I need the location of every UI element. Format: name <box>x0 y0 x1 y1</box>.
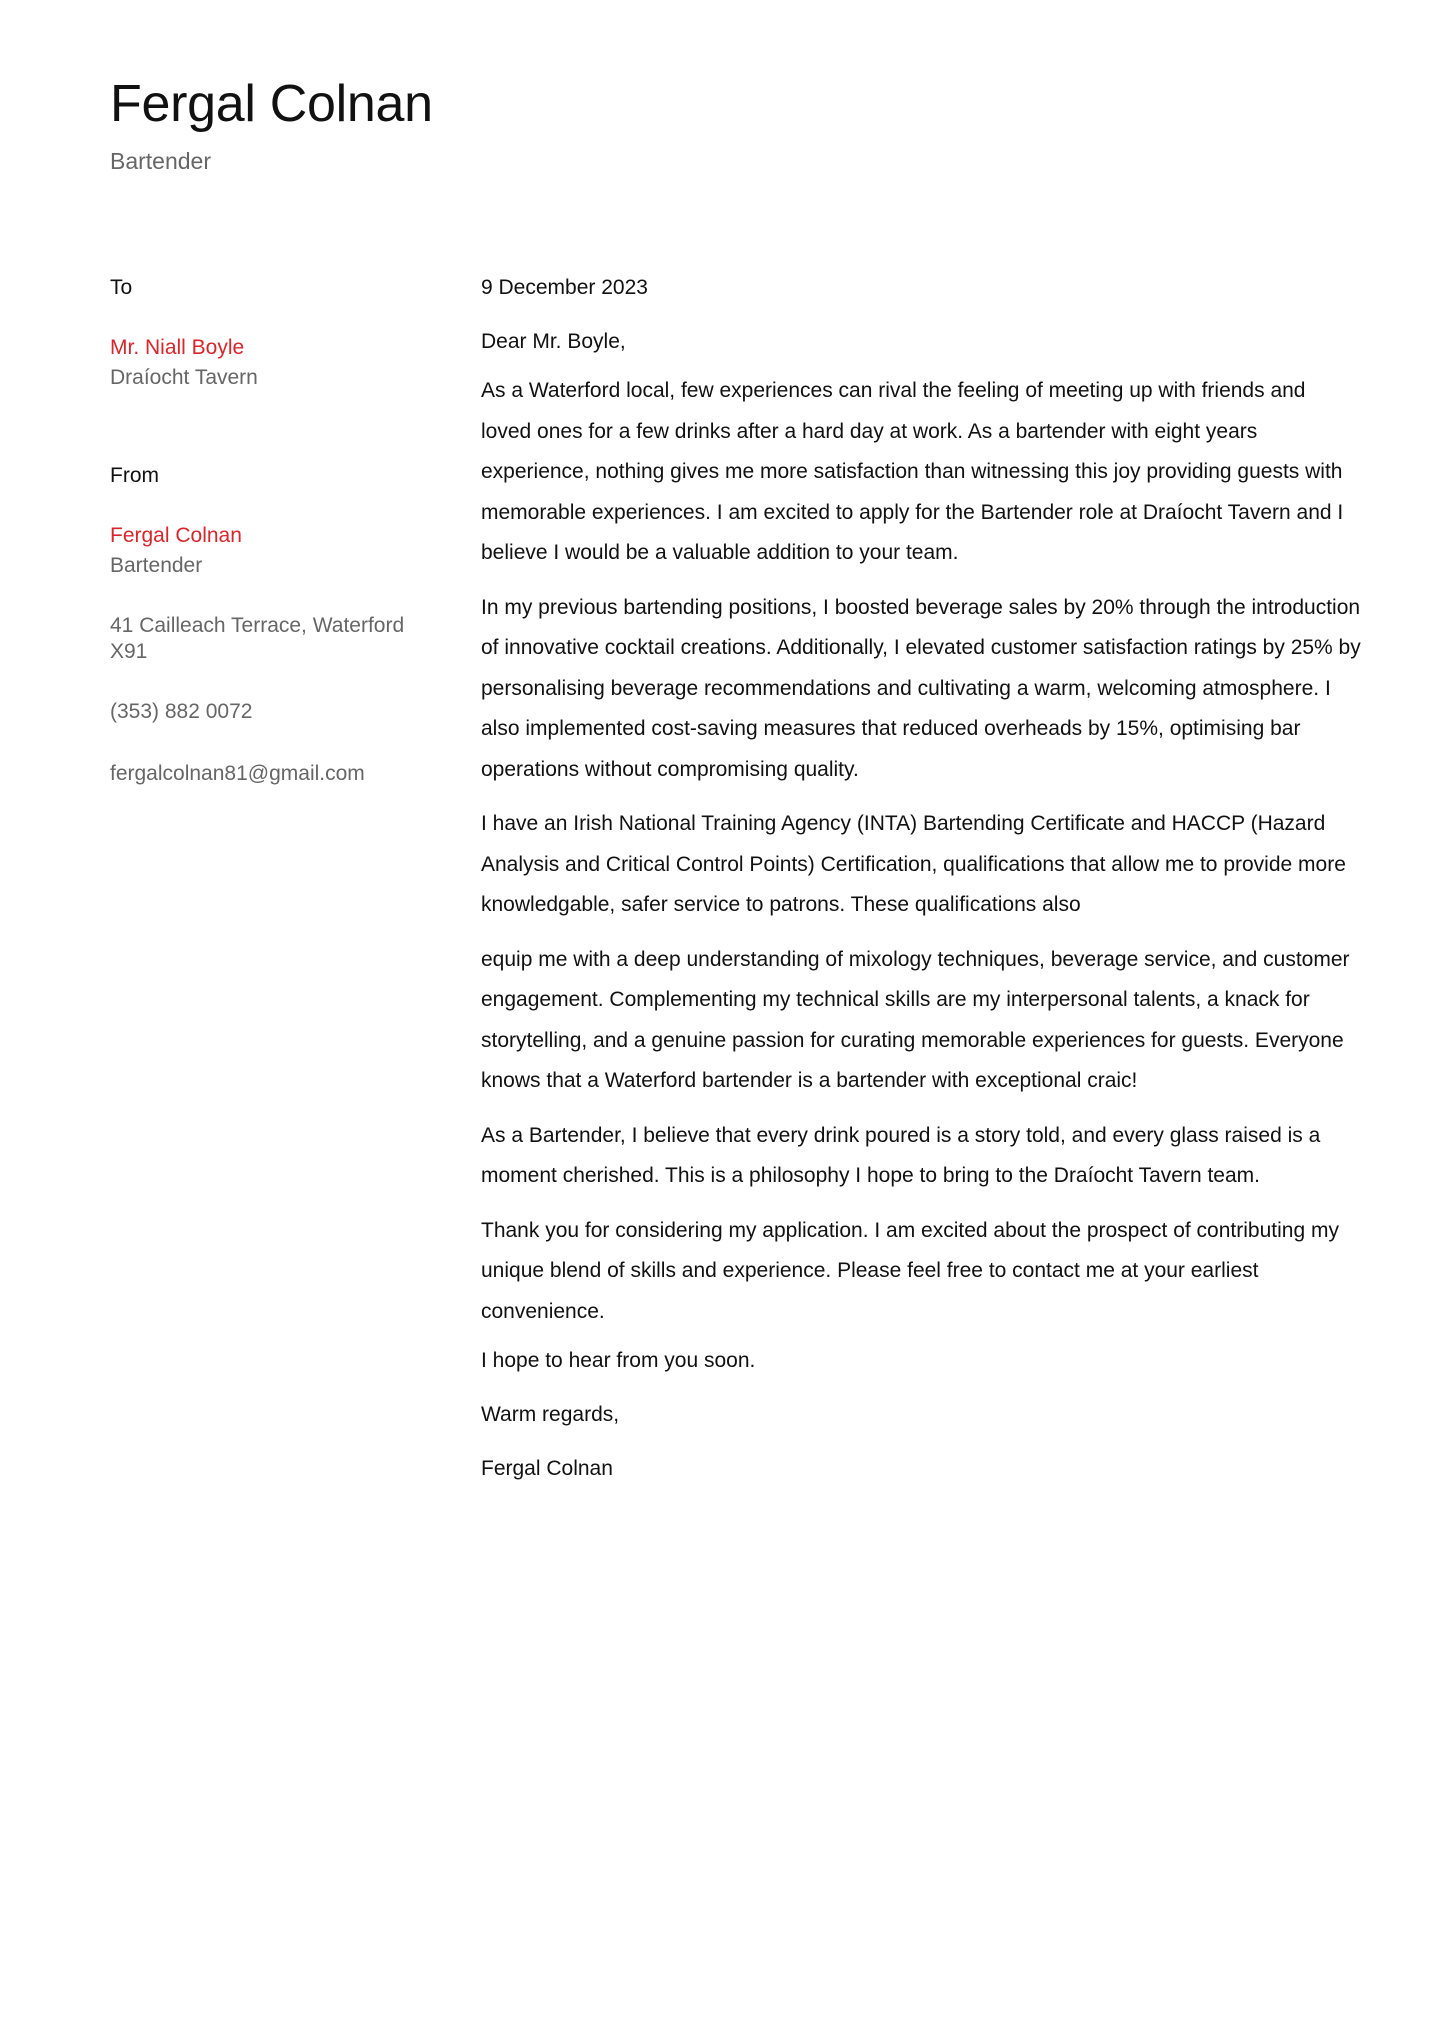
recipient-block <box>110 273 430 393</box>
body-paragraph: equip me with a deep understanding of mixology techniques, beverage service, and customer engagement. Complementing my technical skills are my interpersonal talents, a knack for storytelling, and a genuine passion for curating memorable experiences for guests. Everyone knows that a Waterford bartender is a bartender with exceptional craic! <box>481 947 1350 1092</box>
applicant-name: Fergal Colnan <box>110 75 433 133</box>
sender-address: 41 Cailleach Terrace, Waterford X91 <box>110 614 405 663</box>
sender-phone: (353) 882 0072 <box>110 700 253 723</box>
signature: Fergal Colnan <box>481 1457 613 1480</box>
salutation: Dear Mr. Boyle, <box>481 330 626 353</box>
body-paragraph: As a Bartender, I believe that every drink poured is a story told, and every glass raised is a moment cherished. This is a philosophy I hope to bring to the Draíocht Tavern team. <box>481 1123 1321 1187</box>
sender-title: Bartender <box>110 554 203 577</box>
body-paragraph: Thank you for considering my application. I am excited about the prospect of contributing my unique blend of skills and experience. Please feel free to contact me at your earliest convenience. <box>481 1218 1339 1323</box>
to-label: To <box>110 276 133 299</box>
sender-name: Fergal Colnan <box>110 524 242 547</box>
applicant-title: Bartender <box>110 148 212 174</box>
body-paragraph: In my previous bartending positions, I boosted beverage sales by 20% through the introduction of innovative cocktail creations. Additionally, I elevated customer satisfaction ratings by 25% by personalising beverage recommendations and cultivating a warm, welcoming atmosphere. I also implemented cost-saving measures that reduced overheads by 15%, optimising bar operations without compromising quality. <box>481 595 1361 781</box>
body-paragraph: As a Waterford local, few experiences can rival the feeling of meeting up with friends and loved ones for a few drinks after a hard day at work. As a bartender with eight years experience, nothing gives me more satisfaction than witnessing this joy providing guests with memorable experiences. I am excited to apply for the Bartender role at Draíocht Tavern and I believe I would be a valuable addition to your team. <box>481 379 1344 564</box>
contact-sidebar <box>110 273 430 789</box>
recipient-company: Draíocht Tavern <box>110 366 258 389</box>
sender-block <box>110 461 430 789</box>
letter-header <box>110 72 433 176</box>
body-paragraph: I have an Irish National Training Agency (INTA) Bartending Certificate and HACCP (Hazard Analysis and Critical Control Points) Certification, qualifications that allow me to provide more knowledgable, safer service to patrons. These qualifications also <box>481 812 1346 916</box>
sender-email: fergalcolnan81@gmail.com <box>110 762 365 785</box>
closing-line: I hope to hear from you soon. <box>481 1349 756 1372</box>
recipient-name: Mr. Niall Boyle <box>110 336 245 359</box>
letter-body <box>481 273 1361 1508</box>
letter-date: 9 December 2023 <box>481 276 648 299</box>
sign-off: Warm regards, <box>481 1403 620 1426</box>
from-label: From <box>110 464 159 487</box>
